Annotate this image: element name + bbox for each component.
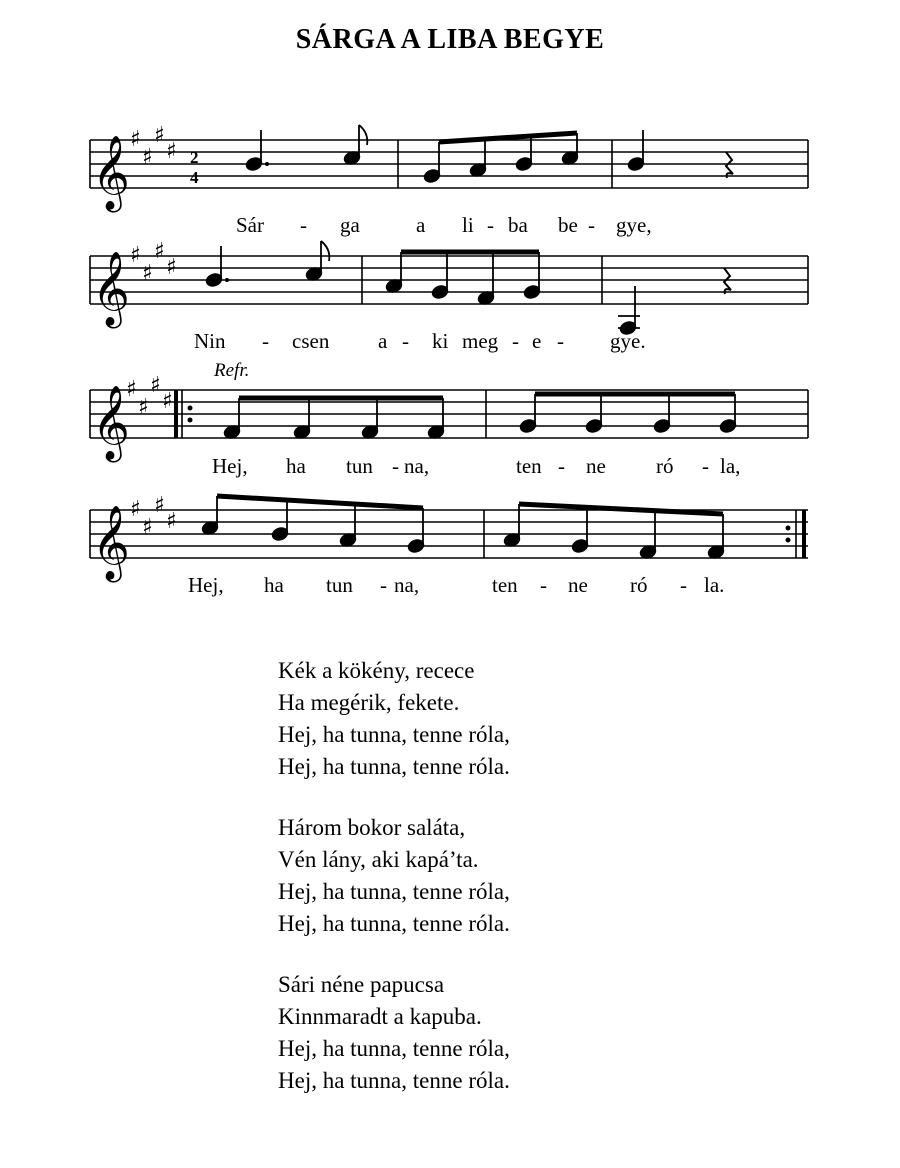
lyric-syllable: - [557,329,564,353]
svg-text:♯: ♯ [150,373,161,398]
treble-clef-icon: 𝄞 [92,386,130,460]
staff-3 [0,360,900,490]
key-signature-sharps [126,373,173,420]
refrain-label: Refr. [214,360,250,381]
lyrics-line-3 [212,454,740,478]
key-signature-sharps [130,123,177,170]
lyric-syllable: ha [264,573,284,597]
lyric-syllable: tun [346,454,373,478]
stanza-3 [278,969,778,1097]
lyrics-line-2 [194,329,646,353]
lyric-syllable: na, [404,454,430,478]
lyric-syllable: ró [630,573,648,597]
lyric-syllable: ró [656,454,674,478]
svg-text:♯: ♯ [126,377,137,402]
verse-line: Hej, ha tunna, tenne róla. [278,1068,510,1093]
lyric-syllable: ten [516,454,542,478]
lyric-syllable: Nin [194,329,226,353]
lyric-syllable: - [487,213,494,237]
key-signature-sharps [130,493,177,540]
verse-line: Hej, ha tunna, tenne róla, [278,722,510,747]
lyric-syllable: tun [326,573,353,597]
lyric-syllable: - [262,329,269,353]
lyric-syllable: - [380,573,387,597]
treble-clef-icon: 𝄞 [92,252,130,326]
lyric-syllable: ha [286,454,306,478]
svg-text:♯: ♯ [142,145,153,170]
lyric-syllable: ba [508,213,528,237]
lyric-syllable: - [392,454,399,478]
lyric-syllable: - [540,573,547,597]
staff-2 [0,236,900,366]
lyric-syllable: csen [292,329,330,353]
verse-line: Hej, ha tunna, tenne róla. [278,911,510,936]
key-signature-sharps [130,239,177,286]
staff-4 [0,482,900,612]
svg-text:♯: ♯ [154,239,165,264]
treble-clef-icon: 𝄞 [92,136,130,210]
lyric-syllable: be [558,213,578,237]
svg-text:♯: ♯ [138,395,149,420]
verse-line: Sári néne papucsa [278,972,445,997]
verse-line: Kék a kökény, recece [278,658,475,683]
lyric-syllable: la. [704,573,725,597]
lyric-syllable: ne [586,454,606,478]
time-signature-bottom: 4 [190,168,199,187]
lyric-syllable: a [416,213,426,237]
lyric-syllable: - [702,454,709,478]
svg-text:♯: ♯ [166,255,177,280]
svg-text:♯: ♯ [166,509,177,534]
svg-text:♯: ♯ [166,139,177,164]
lyric-syllable: li [462,213,474,237]
svg-text:♯: ♯ [154,493,165,518]
lyric-syllable: - [300,213,307,237]
staff-1 [0,120,900,250]
lyrics-line-1 [236,213,652,237]
verse-line: Vén lány, aki kapá’ta. [278,847,479,872]
svg-text:♯: ♯ [130,243,141,268]
verse-line: Ha megérik, fekete. [278,690,460,715]
lyric-syllable: Hej, [212,454,248,478]
svg-text:♯: ♯ [130,127,141,152]
lyric-syllable: - [558,454,565,478]
verse-line: Hej, ha tunna, tenne róla. [278,754,510,779]
time-signature-top: 2 [190,148,199,167]
lyric-syllable: Sár [236,213,264,237]
lyric-syllable: Hej, [188,573,224,597]
svg-text:♯: ♯ [142,261,153,286]
verses [278,655,778,1126]
notes [245,125,733,184]
verse-line: Hej, ha tunna, tenne róla, [278,879,510,904]
lyric-syllable: ki [432,329,449,353]
svg-text:♯: ♯ [130,497,141,522]
verse-line: Három bokor saláta, [278,815,466,840]
lyric-syllable: ga [340,213,360,237]
lyric-syllable: - [680,573,687,597]
treble-clef-icon: 𝄞 [92,506,130,580]
lyric-syllable: gye. [610,329,646,353]
lyric-syllable: meg [462,329,499,353]
lyric-syllable: gye, [616,213,652,237]
lyric-syllable: - [402,329,409,353]
lyric-syllable: e [532,329,542,353]
stanza-1 [278,655,778,783]
lyric-syllable: ne [568,573,588,597]
lyrics-line-4 [188,573,724,597]
lyric-syllable: - [512,329,519,353]
notes [223,394,737,440]
notes [201,496,725,560]
lyric-syllable: - [588,213,595,237]
lyric-syllable: a [378,329,388,353]
svg-text:♯: ♯ [142,515,153,540]
song-title: SÁRGA A LIBA BEGYE [295,24,605,55]
svg-text:♯: ♯ [162,389,173,414]
lyric-syllable: la, [720,454,741,478]
svg-text:♯: ♯ [154,123,165,148]
lyric-syllable: na, [394,573,420,597]
stanza-2 [278,812,778,940]
verse-line: Kinnmaradt a kapuba. [278,1004,482,1029]
verse-line: Hej, ha tunna, tenne róla, [278,1036,510,1061]
lyric-syllable: ten [492,573,518,597]
